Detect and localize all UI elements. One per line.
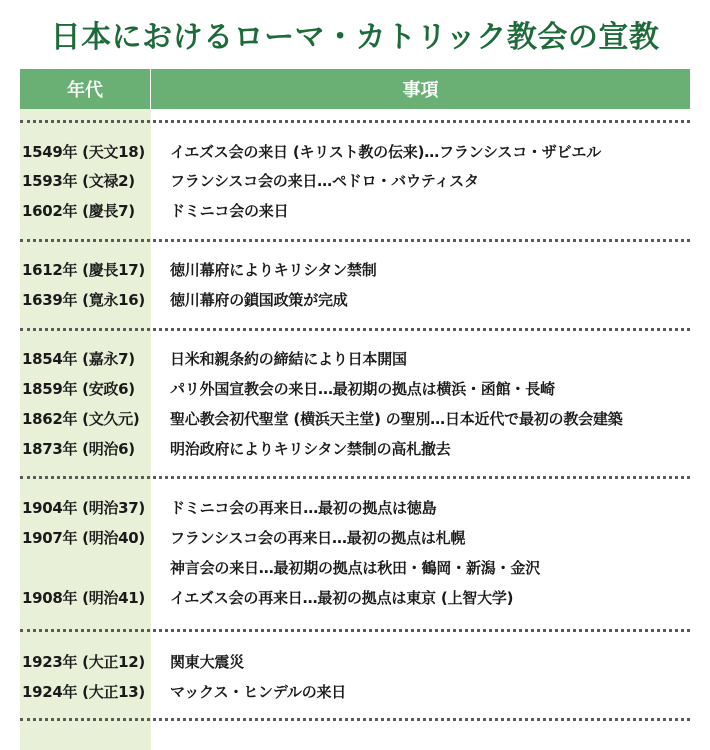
event-cell: フランシスコ会の再来日…最初の拠点は札幌 bbox=[170, 528, 466, 547]
year-cell: 1549年 (天文18) bbox=[22, 142, 145, 161]
group-divider bbox=[20, 476, 690, 479]
table-row bbox=[20, 285, 690, 313]
table-row bbox=[20, 404, 690, 432]
event-cell: 聖心教会初代聖堂 (横浜天主堂) の聖別…日本近代で最初の教会建築 bbox=[170, 409, 623, 428]
event-column-header: 事項 bbox=[402, 80, 439, 101]
year-cell: 1593年 (文禄2) bbox=[22, 171, 135, 190]
event-cell: 徳川幕府の鎖国政策が完成 bbox=[170, 290, 348, 309]
event-cell: 明治政府によりキリシタン禁制の高札撤去 bbox=[170, 439, 451, 458]
year-cell: 1602年 (慶長7) bbox=[22, 201, 135, 220]
table-row bbox=[20, 677, 690, 705]
event-cell: フランシスコ会の来日…ペドロ・バウティスタ bbox=[170, 171, 479, 190]
year-cell: 1859年 (安政6) bbox=[22, 379, 135, 398]
table-row bbox=[20, 553, 690, 581]
year-cell: 1908年 (明治41) bbox=[22, 588, 145, 607]
group-divider bbox=[20, 629, 690, 632]
event-cell: イエズス会の来日 (キリスト教の伝来)…フランシスコ・ザビエル bbox=[170, 142, 602, 161]
year-column-header: 年代 bbox=[20, 69, 151, 109]
year-cell: 1639年 (寛永16) bbox=[22, 290, 145, 309]
page-title: 日本におけるローマ・カトリック教会の宣教 bbox=[50, 20, 660, 55]
group-divider bbox=[20, 239, 690, 242]
table-row bbox=[20, 493, 690, 521]
event-cell: パリ外国宣教会の来日…最初期の拠点は横浜・函館・長崎 bbox=[170, 379, 555, 398]
table-row bbox=[20, 647, 690, 675]
table-row bbox=[20, 255, 690, 283]
year-cell: 1854年 (嘉永7) bbox=[22, 349, 135, 368]
event-cell: 関東大震災 bbox=[170, 652, 245, 671]
event-cell: イエズス会の再来日…最初の拠点は東京 (上智大学) bbox=[170, 588, 514, 607]
event-cell: 日米和親条約の締結により日本開国 bbox=[170, 349, 407, 368]
table-row bbox=[20, 523, 690, 551]
event-cell: ドミニコ会の再来日…最初の拠点は徳島 bbox=[170, 498, 437, 517]
year-cell: 1873年 (明治6) bbox=[22, 439, 135, 458]
year-cell: 1924年 (大正13) bbox=[22, 682, 145, 701]
table-row bbox=[20, 374, 690, 402]
year-cell: 1907年 (明治40) bbox=[22, 528, 145, 547]
event-cell: ドミニコ会の来日 bbox=[170, 201, 289, 220]
group-divider bbox=[20, 328, 690, 331]
year-cell: 1923年 (大正12) bbox=[22, 652, 145, 671]
table-row bbox=[20, 583, 690, 611]
year-cell: 1612年 (慶長17) bbox=[22, 260, 145, 279]
group-divider bbox=[20, 718, 690, 721]
table-row bbox=[20, 434, 690, 462]
group-divider bbox=[20, 120, 690, 123]
event-cell: マックス・ヒンデルの来日 bbox=[170, 682, 347, 701]
timeline-table bbox=[20, 69, 690, 750]
table-row bbox=[20, 166, 690, 194]
table-row bbox=[20, 137, 690, 165]
year-cell: 1904年 (明治37) bbox=[22, 498, 145, 517]
table-row bbox=[20, 196, 690, 224]
table-row bbox=[20, 344, 690, 372]
year-cell: 1862年 (文久元) bbox=[22, 409, 140, 428]
table-header bbox=[20, 69, 690, 109]
event-cell: 徳川幕府によりキリシタン禁制 bbox=[170, 260, 377, 279]
event-cell: 神言会の来日…最初期の拠点は秋田・鶴岡・新潟・金沢 bbox=[170, 558, 541, 577]
